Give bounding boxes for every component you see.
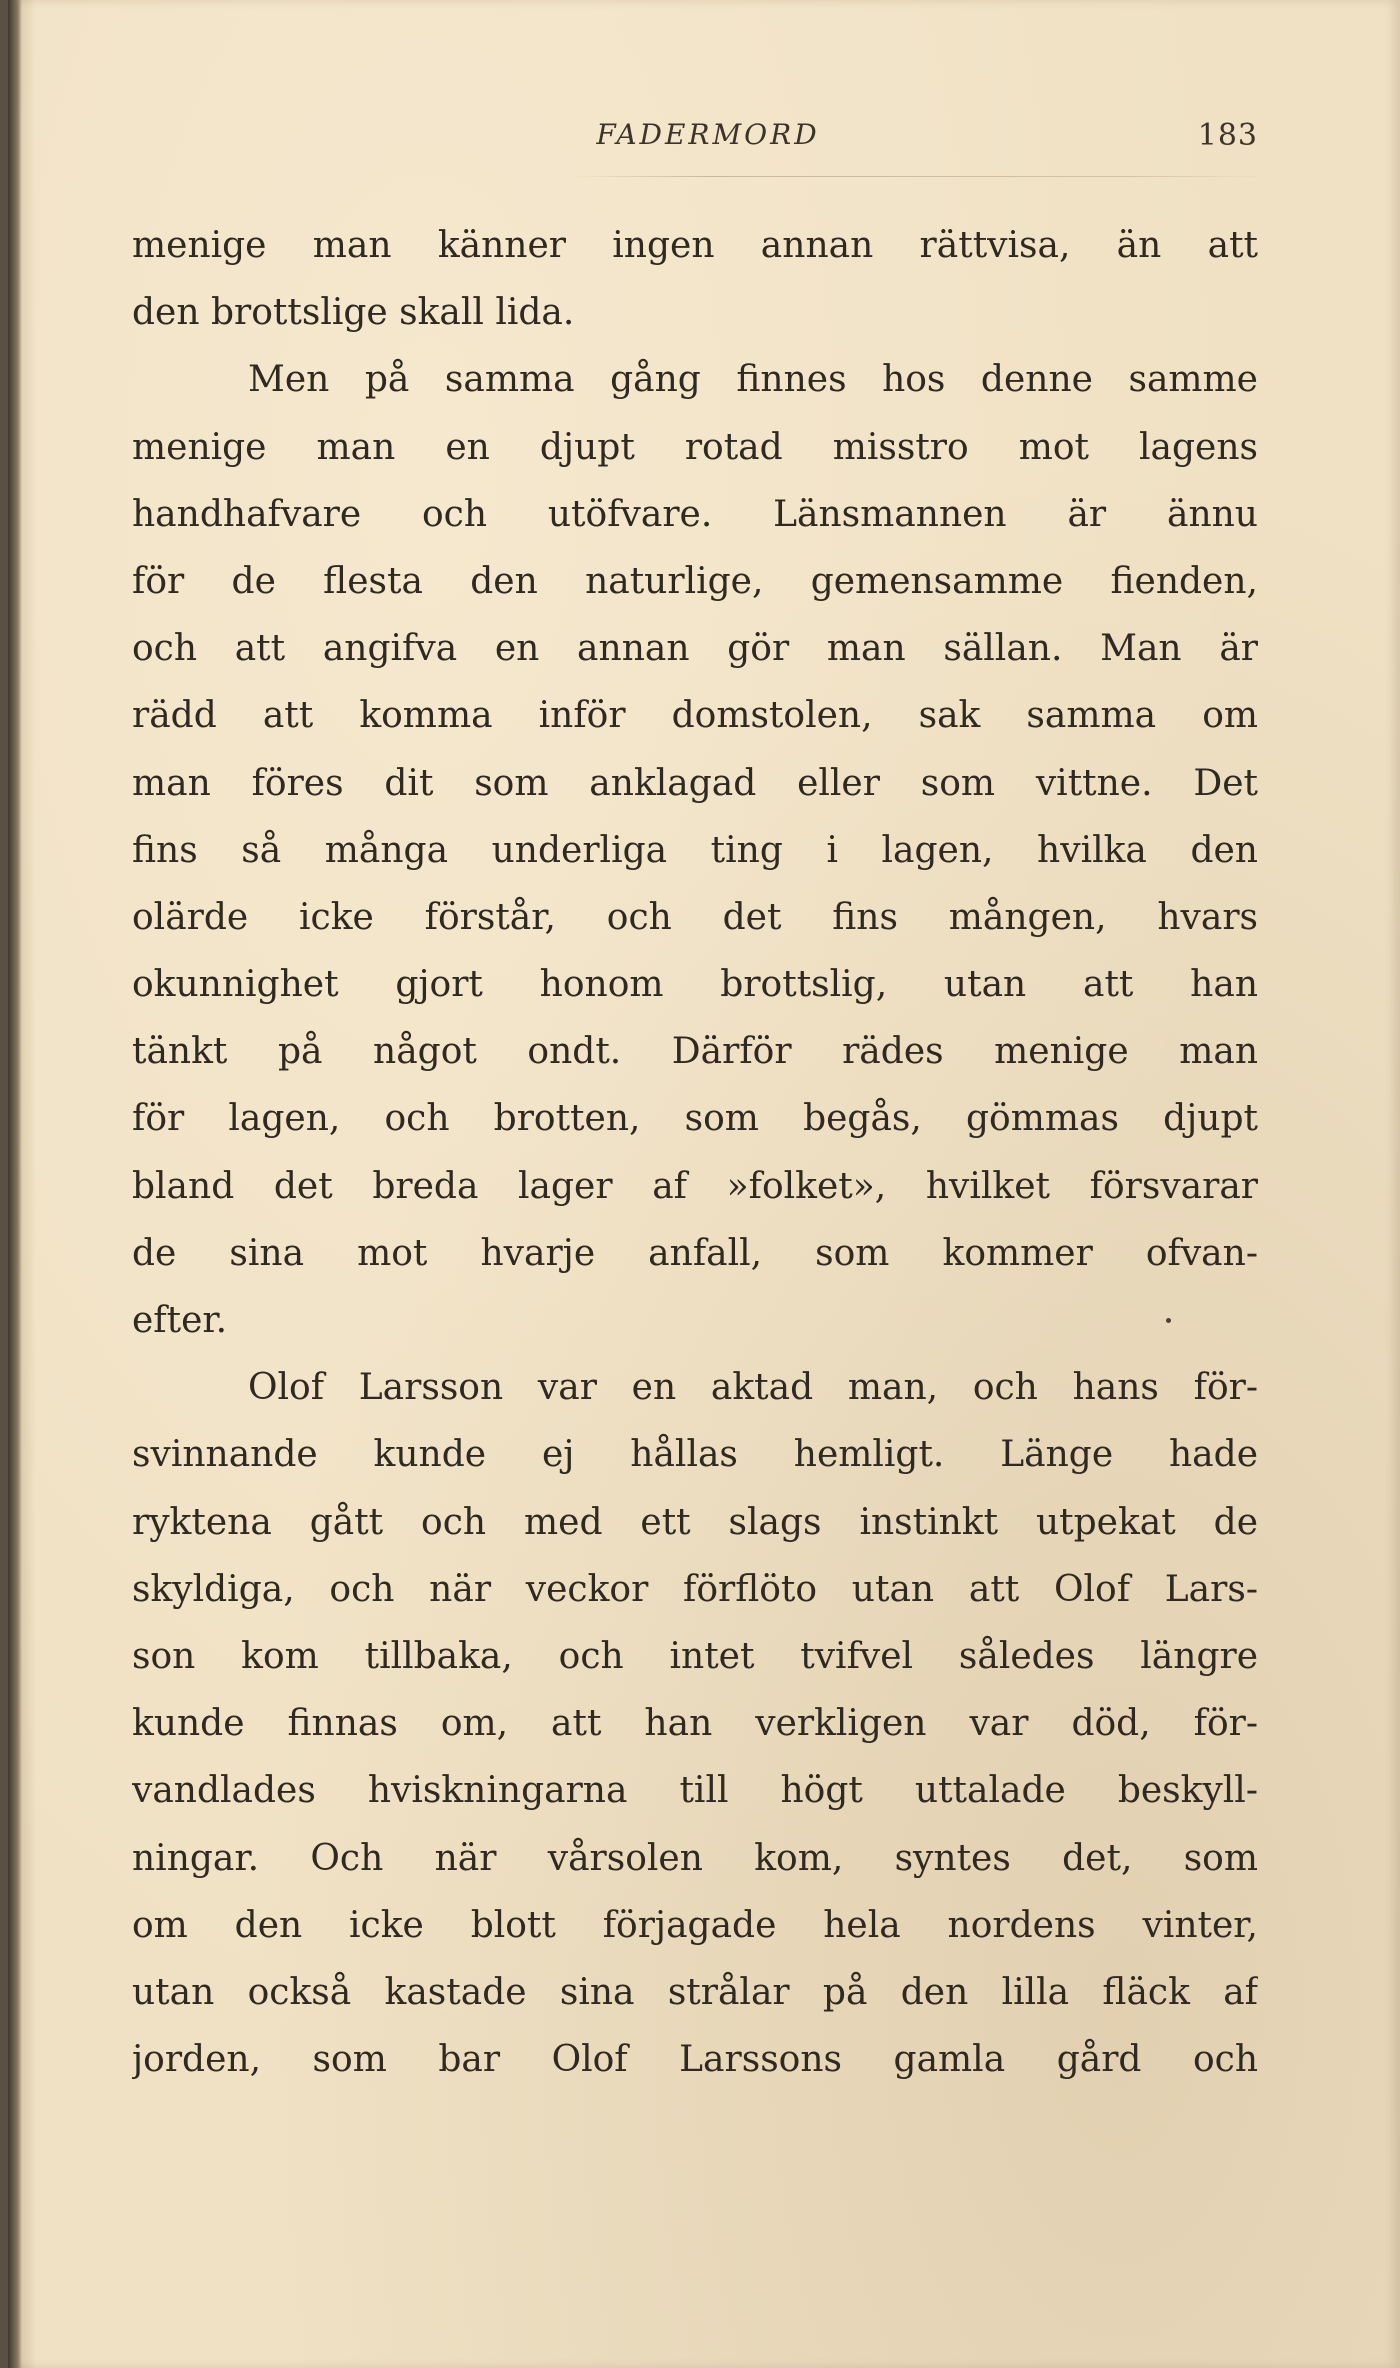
- header-rule: [568, 176, 1268, 177]
- text-line: menige man en djupt rotad misstro mot lagens: [132, 426, 1258, 468]
- text-line: menige man känner ingen annan rättvisa, än att: [132, 225, 1258, 266]
- text-line: skyldiga, och när veckor förflöto utan att Olof Lars-: [132, 1568, 1258, 1610]
- page-number: 183: [1197, 118, 1258, 153]
- book-page: [8, 0, 1400, 2368]
- text-line: för lagen, och brotten, som begås, gömmas djupt: [132, 1098, 1258, 1140]
- text-body: [132, 222, 1258, 2103]
- text-line: den brottslige skall lida.: [132, 292, 575, 334]
- text-line: de sina mot hvarje anfall, som kommer ofvan-: [132, 1232, 1258, 1274]
- running-title: FADERMORD: [596, 118, 820, 151]
- text-line: bland det breda lager af »folket», hvilket försvarar: [132, 1165, 1258, 1207]
- text-line: rädd att komma inför domstolen, sak samma om: [132, 695, 1258, 737]
- text-line: kunde finnas om, att han verkligen var död, för-: [132, 1703, 1258, 1745]
- text-line: jorden, som bar Olof Larssons gamla gård och: [132, 2039, 1258, 2081]
- text-line: ningar. Och när vårsolen kom, syntes det, som: [132, 1837, 1258, 1879]
- text-line: för de flesta den naturlige, gemensamme fienden,: [132, 560, 1258, 602]
- text-line: olärde icke förstår, och det fins mången, hvars: [132, 896, 1258, 938]
- text-line: handhafvare och utöfvare. Länsmannen är ännu: [132, 493, 1258, 535]
- running-head: [128, 118, 1258, 158]
- text-line: Men på samma gång finnes hos denne samme: [248, 359, 1258, 401]
- text-line: svinnande kunde ej hållas hemligt. Länge hade: [132, 1434, 1258, 1476]
- print-speck: [1166, 1318, 1171, 1323]
- text-line: vandlades hviskningarna till högt uttalade beskyll-: [132, 1770, 1258, 1812]
- text-line: och att angifva en annan gör man sällan. Man är: [132, 628, 1258, 670]
- page-spine-edge: [8, 0, 22, 2368]
- text-line: tänkt på något ondt. Därför rädes menige man: [132, 1031, 1258, 1073]
- text-line: efter.: [132, 1300, 228, 1341]
- text-line: son kom tillbaka, och intet tvifvel således längre: [132, 1635, 1258, 1677]
- text-line: fins så många underliga ting i lagen, hvilka den: [132, 829, 1258, 871]
- text-line: man föres dit som anklagad eller som vittne. Det: [132, 762, 1258, 804]
- text-line: utan också kastade sina strålar på den lilla fläck af: [132, 1971, 1258, 2013]
- text-line: ryktena gått och med ett slags instinkt utpekat de: [132, 1501, 1258, 1543]
- text-line: Olof Larsson var en aktad man, och hans för-: [248, 1367, 1258, 1409]
- text-line: om den icke blott förjagade hela nordens vinter,: [132, 1904, 1258, 1946]
- text-line: okunnighet gjort honom brottslig, utan att han: [132, 964, 1258, 1006]
